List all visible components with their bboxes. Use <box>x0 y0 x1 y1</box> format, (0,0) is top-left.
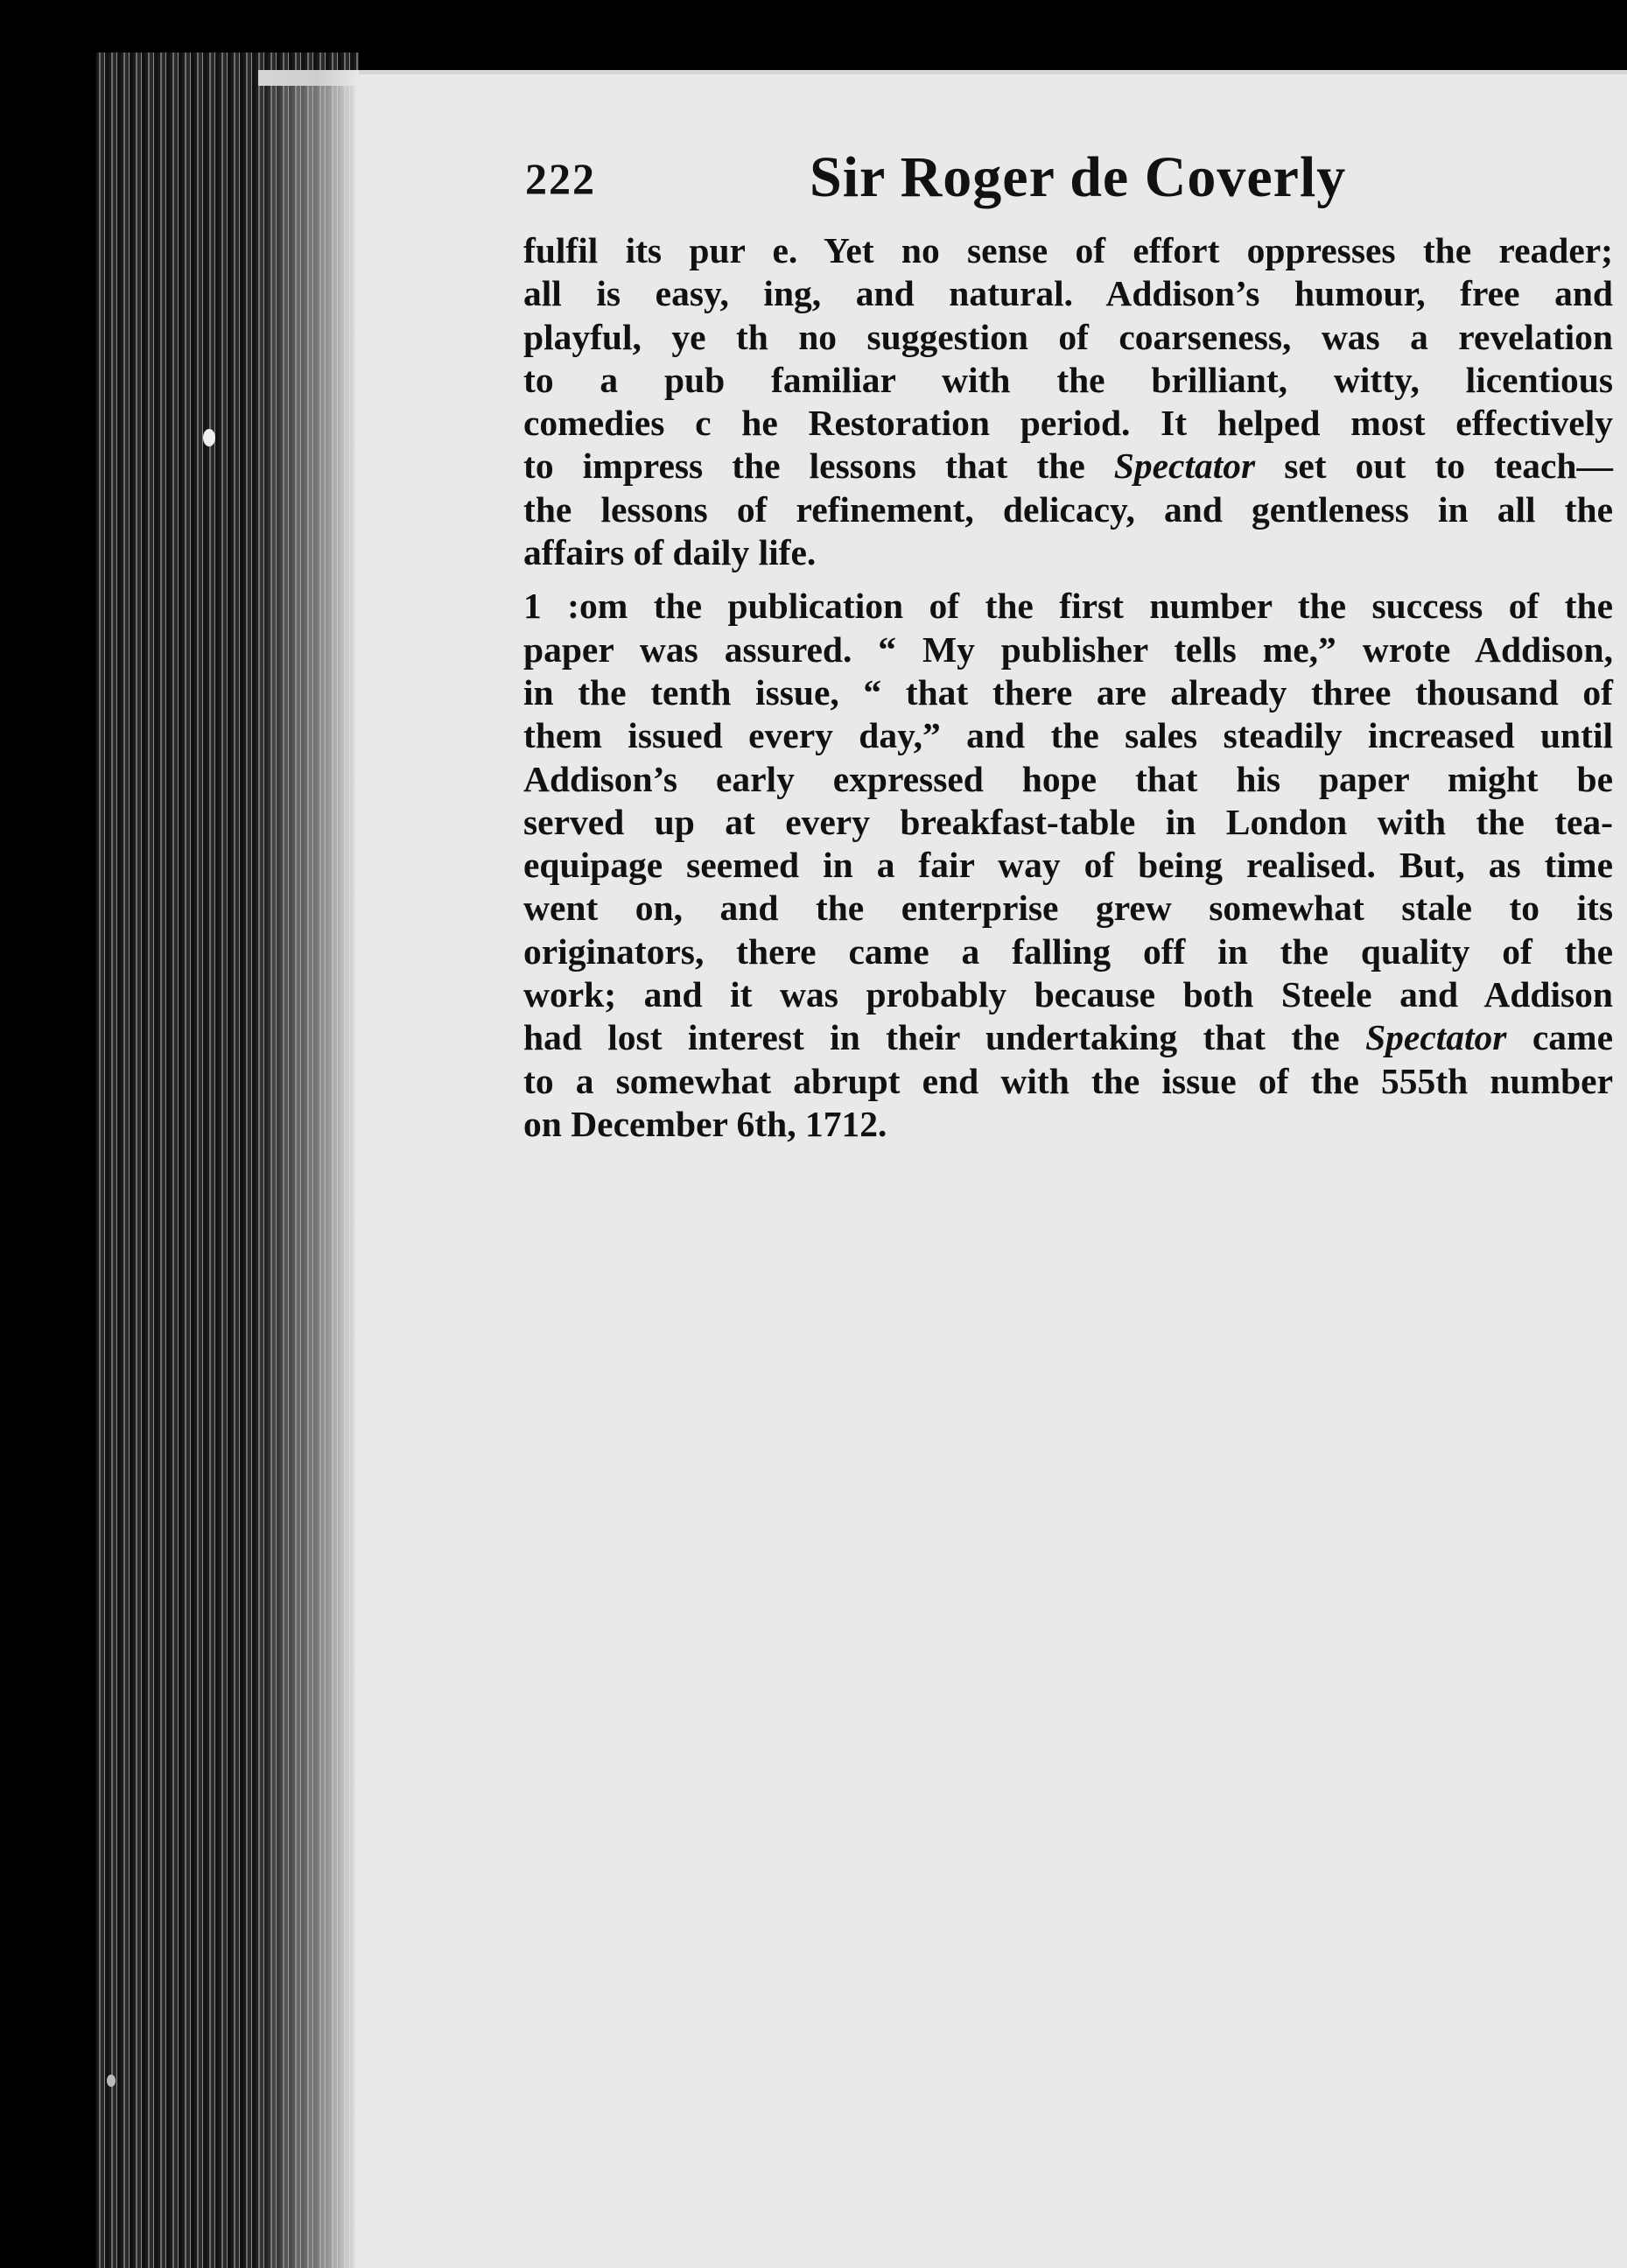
page-number: 222 <box>525 154 596 203</box>
periodical-title: Spectator <box>1113 446 1256 487</box>
text-line: to a pub familiar with the brilliant, witty, licentious <box>523 359 1613 400</box>
text-line: equipage seemed in a fair way of being realised. But, as time <box>523 845 1613 886</box>
gutter-shadow <box>254 70 359 2268</box>
paragraph <box>523 585 1613 1146</box>
text-line: in the tenth issue, “ that there are already three thousand of <box>523 671 1613 713</box>
text-line: had lost interest in their undertaking that the Spectator came <box>523 1017 1613 1058</box>
text-line: 1 :om the publication of the first number the success of the <box>523 586 1613 627</box>
running-head <box>525 144 1627 223</box>
text-line: went on, and the enterprise grew somewhat stale to its <box>523 888 1613 929</box>
paragraph <box>523 229 1613 574</box>
text-line: comedies c he Restoration period. It helped most effectively <box>523 403 1613 444</box>
text-line: the lessons of refinement, delicacy, and gentleness in all the <box>523 488 1613 530</box>
text-line: fulfil its pur e. Yet no sense of effort oppresses the reader; <box>523 230 1613 270</box>
text-line: to a somewhat abrupt end with the issue of the 555th number <box>523 1060 1613 1101</box>
body-text <box>523 229 1613 1146</box>
text-line: originators, there came a falling off in the quality of the <box>523 930 1613 972</box>
scan-speck <box>203 429 215 446</box>
text-line: all is easy, ing, and natural. Addison’s humour, free and <box>523 273 1613 314</box>
text-line: served up at every breakfast-table in London with the tea- <box>523 801 1613 842</box>
text-line: them issued every day,” and the sales steadily increased until <box>523 715 1613 756</box>
header-title: Sir Roger de Coverly <box>810 145 1347 209</box>
text-line: playful, ye th no suggestion of coarseness, was a revelation <box>523 316 1613 357</box>
periodical-title: Spectator <box>1365 1017 1507 1058</box>
scan-speck <box>107 2075 116 2087</box>
text-line: on December 6th, 1712. <box>523 1103 887 1144</box>
text-line: paper was assured. “ My publisher tells me,” wrote Addison, <box>523 628 1613 670</box>
text-line: work; and it was probably because both Steele and Addison <box>523 974 1613 1015</box>
text-line: Addison’s early expressed hope that his paper might be <box>523 758 1613 799</box>
text-line: affairs of daily life. <box>523 532 817 573</box>
text-line: to impress the lessons that the Spectator set out to teach— <box>523 446 1613 487</box>
